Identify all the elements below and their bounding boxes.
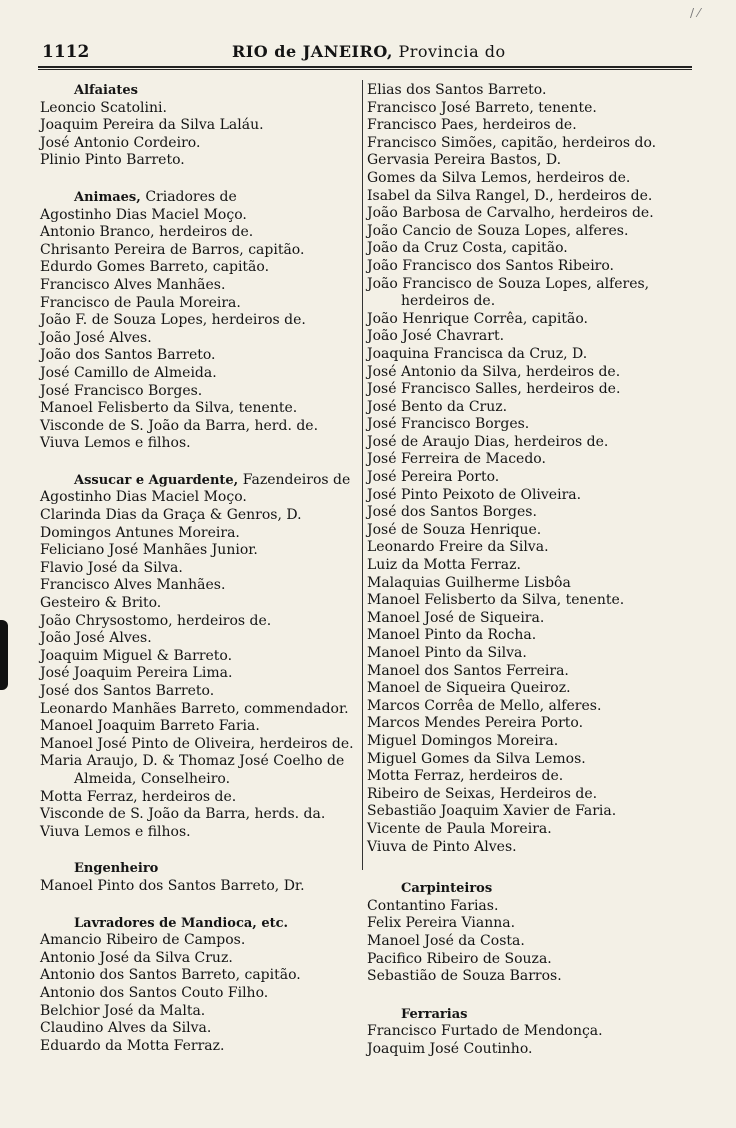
directory-entry: Manoel Pinto da Silva. bbox=[367, 645, 527, 661]
directory-entry: Leonardo Manhães Barreto, commendador. bbox=[40, 700, 349, 717]
directory-entry: José Ferreira de Macedo. bbox=[367, 451, 546, 468]
directory-entry: Francisco Paes, herdeiros de. bbox=[367, 117, 577, 134]
directory-entry: Marcos Corrêa de Mello, alferes. bbox=[367, 697, 602, 714]
directory-entry: Almeida, Conselheiro. bbox=[74, 770, 231, 787]
directory-entry: Gomes da Silva Lemos, herdeiros de. bbox=[367, 169, 631, 186]
header-rule bbox=[38, 66, 692, 70]
directory-entry: Visconde de S. João da Barra, herds. da. bbox=[40, 806, 326, 823]
directory-entry: Motta Ferraz, herdeiros de. bbox=[40, 788, 237, 805]
section-alfaiates bbox=[40, 82, 362, 170]
directory-entry: Agostinho Dias Maciel Moço. bbox=[40, 489, 247, 506]
directory-entry: Chrisanto Pereira de Barros, capitão. bbox=[40, 241, 305, 258]
section-heading bbox=[40, 189, 362, 207]
section-carpinteiros bbox=[367, 880, 685, 986]
directory-entry: Feliciano José Manhães Junior. bbox=[40, 542, 258, 559]
directory-entry: Manoel Joaquim Barreto Faria. bbox=[40, 718, 260, 735]
directory-entry: Antonio Branco, herdeiros de. bbox=[40, 224, 254, 241]
directory-entry: Manoel José Pinto de Oliveira, herdeiros de. bbox=[40, 735, 354, 752]
section-heading bbox=[40, 82, 362, 100]
directory-entry: Viuva de Pinto Alves. bbox=[367, 838, 517, 855]
directory-entry: Manoel Pinto dos Santos Barreto, Dr. bbox=[40, 877, 305, 894]
directory-entry: Miguel Domingos Moreira. bbox=[367, 732, 559, 749]
directory-entry: João Francisco dos Santos Ribeiro. bbox=[367, 257, 614, 274]
directory-entry: Gervasia Pereira Bastos, D. bbox=[367, 152, 562, 169]
province-label: Provincia do bbox=[398, 42, 506, 61]
directory-entry: Manoel de Siqueira Queiroz. bbox=[367, 680, 571, 697]
directory-entry: Manoel dos Santos Ferreira. bbox=[367, 662, 569, 679]
directory-entry: José Camillo de Almeida. bbox=[40, 364, 217, 381]
directory-entry: Claudino Alves da Silva. bbox=[40, 1020, 212, 1037]
directory-entry: Antonio José da Silva Cruz. bbox=[40, 949, 233, 966]
directory-entry: Francisco Furtado de Mendonça. bbox=[367, 1023, 603, 1040]
heading-subtext: Fazendeiros de bbox=[242, 471, 351, 488]
heading-subtext: Criadores de bbox=[145, 188, 237, 205]
directory-entry: José Francisco Borges. bbox=[40, 382, 203, 399]
section-heading bbox=[40, 860, 362, 878]
directory-entry: Viuva Lemos e filhos. bbox=[40, 823, 191, 840]
page-header bbox=[42, 40, 682, 66]
directory-entry: Francisco Alves Manhães. bbox=[40, 577, 226, 594]
directory-entry: Plinio Pinto Barreto. bbox=[40, 152, 185, 169]
directory-entry: Joaquim Pereira da Silva Laláu. bbox=[40, 117, 264, 134]
directory-entry: José Joaquim Pereira Lima. bbox=[40, 665, 233, 682]
ink-smudge bbox=[0, 620, 8, 690]
section-continued bbox=[367, 82, 685, 856]
corner-mark: / ⁄ bbox=[690, 6, 700, 20]
section-heading bbox=[367, 1006, 685, 1024]
directory-entry: José Antonio da Silva, herdeiros de. bbox=[367, 363, 621, 380]
directory-entry: Francisco Alves Manhães. bbox=[40, 276, 226, 293]
section-heading bbox=[40, 915, 362, 933]
section-animaes bbox=[40, 189, 362, 453]
directory-entry: Ribeiro de Seixas, Herdeiros de. bbox=[367, 785, 598, 802]
section-ferrarias bbox=[367, 1006, 685, 1059]
directory-entry: Agostinho Dias Maciel Moço. bbox=[40, 206, 247, 223]
directory-entry: Elias dos Santos Barreto. bbox=[367, 82, 547, 98]
directory-entry: Sebastião Joaquim Xavier de Faria. bbox=[367, 803, 617, 820]
directory-entry: João Henrique Corrêa, capitão. bbox=[367, 310, 588, 327]
left-column bbox=[40, 82, 362, 1055]
directory-entry: João José Alves. bbox=[40, 329, 152, 346]
column-divider bbox=[362, 80, 363, 870]
directory-entry: João da Cruz Costa, capitão. bbox=[367, 240, 568, 257]
directory-entry: José Antonio Cordeiro. bbox=[40, 134, 201, 151]
directory-entry: Antonio dos Santos Couto Filho. bbox=[40, 984, 269, 1001]
directory-entry: Manoel Pinto da Rocha. bbox=[367, 627, 537, 644]
directory-entry: herdeiros de. bbox=[401, 293, 496, 310]
directory-entry: Joaquim Miguel & Barreto. bbox=[40, 647, 233, 664]
section-heading bbox=[367, 880, 685, 898]
page-number: 1112 bbox=[42, 42, 90, 62]
directory-entry: José de Araujo Dias, herdeiros de. bbox=[367, 433, 609, 450]
directory-entry: José Pinto Peixoto de Oliveira. bbox=[367, 486, 582, 503]
directory-entry: Joaquim José Coutinho. bbox=[367, 1040, 533, 1057]
section-engenheiro bbox=[40, 860, 362, 895]
directory-entry: José dos Santos Barreto. bbox=[40, 683, 215, 699]
directory-entry: Sebastião de Souza Barros. bbox=[367, 968, 562, 985]
directory-entry: Malaquias Guilherme Lisbôa bbox=[367, 574, 571, 591]
directory-entry: João Chrysostomo, herdeiros de. bbox=[40, 612, 272, 629]
directory-entry: Joaquina Francisca da Cruz, D. bbox=[367, 345, 588, 362]
directory-entry: Clarinda Dias da Graça & Genros, D. bbox=[40, 507, 302, 524]
directory-entry: Luiz da Motta Ferraz. bbox=[367, 557, 521, 574]
section-gap bbox=[40, 896, 362, 915]
directory-entry: Contantino Farias. bbox=[367, 897, 499, 914]
heading-text: Lavradores de Mandioca, etc. bbox=[74, 915, 289, 931]
directory-entry: João Barbosa de Carvalho, herdeiros de. bbox=[367, 205, 654, 222]
directory-entry: Belchior José da Malta. bbox=[40, 1002, 206, 1019]
directory-entry: Gesteiro & Brito. bbox=[40, 595, 162, 612]
directory-entry: Vicente de Paula Moreira. bbox=[367, 820, 552, 837]
directory-entry: Edurdo Gomes Barreto, capitão. bbox=[40, 259, 270, 276]
directory-entry: Viuva Lemos e filhos. bbox=[40, 435, 191, 452]
section-gap bbox=[367, 856, 685, 880]
directory-entry: João Francisco de Souza Lopes, alferes, bbox=[367, 275, 650, 292]
section-gap bbox=[367, 986, 685, 1006]
directory-entry: Miguel Gomes da Silva Lemos. bbox=[367, 750, 586, 767]
section-heading bbox=[40, 472, 362, 490]
running-title bbox=[232, 42, 506, 61]
section-gap bbox=[40, 170, 362, 189]
directory-entry: José de Souza Henrique. bbox=[367, 521, 542, 538]
directory-entry: Felix Pereira Vianna. bbox=[367, 915, 516, 932]
directory-entry: José Bento da Cruz. bbox=[367, 398, 508, 415]
directory-entry: José dos Santos Borges. bbox=[367, 504, 537, 521]
directory-entry: Domingos Antunes Moreira. bbox=[40, 524, 240, 541]
directory-entry: Manoel José da Costa. bbox=[367, 932, 525, 949]
directory-entry: José Francisco Borges. bbox=[367, 416, 530, 433]
directory-entry: Visconde de S. João da Barra, herd. de. bbox=[40, 417, 319, 434]
directory-entry: Francisco de Paula Moreira. bbox=[40, 294, 241, 311]
directory-entry: Francisco Simões, capitão, herdeiros do. bbox=[367, 134, 657, 151]
directory-entry: João dos Santos Barreto. bbox=[40, 347, 216, 364]
directory-entry: Manoel Felisberto da Silva, tenente. bbox=[40, 400, 298, 417]
section-assucar-e-aguardente bbox=[40, 472, 362, 841]
directory-entry: Leonardo Freire da Silva. bbox=[367, 539, 549, 556]
section-lavradores-de-mandioca-etc bbox=[40, 915, 362, 1056]
right-column bbox=[367, 82, 685, 1058]
directory-entry: Manoel Felisberto da Silva, tenente. bbox=[367, 592, 625, 609]
heading-text: Engenheiro bbox=[74, 861, 159, 877]
directory-entry: Maria Araujo, D. & Thomaz José Coelho de bbox=[40, 753, 345, 770]
directory-entry: Flavio José da Silva. bbox=[40, 559, 183, 576]
directory-entry: José Pereira Porto. bbox=[367, 469, 500, 486]
directory-entry: Pacifico Ribeiro de Souza. bbox=[367, 950, 552, 967]
directory-entry: Amancio Ribeiro de Campos. bbox=[40, 932, 246, 949]
directory-entry: Marcos Mendes Pereira Porto. bbox=[367, 715, 584, 732]
directory-entry: Isabel da Silva Rangel, D., herdeiros de. bbox=[367, 187, 653, 204]
heading-text: Assucar e Aguardente, bbox=[74, 472, 239, 488]
directory-entry: Antonio dos Santos Barreto, capitão. bbox=[40, 967, 301, 984]
directory-entry: José Francisco Salles, herdeiros de. bbox=[367, 381, 621, 398]
section-gap bbox=[40, 453, 362, 472]
directory-entry: João F. de Souza Lopes, herdeiros de. bbox=[40, 312, 306, 329]
heading-text: Carpinteiros bbox=[401, 881, 493, 897]
directory-entry: Francisco José Barreto, tenente. bbox=[367, 99, 597, 116]
heading-text: Alfaiates bbox=[74, 83, 138, 98]
directory-entry: João José Alves. bbox=[40, 630, 152, 647]
heading-text: Ferrarias bbox=[401, 1006, 468, 1022]
heading-text: Animaes, bbox=[74, 189, 141, 205]
section-gap bbox=[40, 841, 362, 860]
directory-entry: João Cancio de Souza Lopes, alferes. bbox=[367, 222, 629, 239]
directory-entry: Motta Ferraz, herdeiros de. bbox=[367, 768, 564, 785]
directory-entry: João José Chavrart. bbox=[367, 328, 505, 345]
directory-entry: Leoncio Scatolini. bbox=[40, 99, 167, 116]
city-name: RIO de JANEIRO, bbox=[232, 42, 393, 61]
directory-entry: Eduardo da Motta Ferraz. bbox=[40, 1037, 225, 1054]
directory-entry: Manoel José de Siqueira. bbox=[367, 609, 545, 626]
